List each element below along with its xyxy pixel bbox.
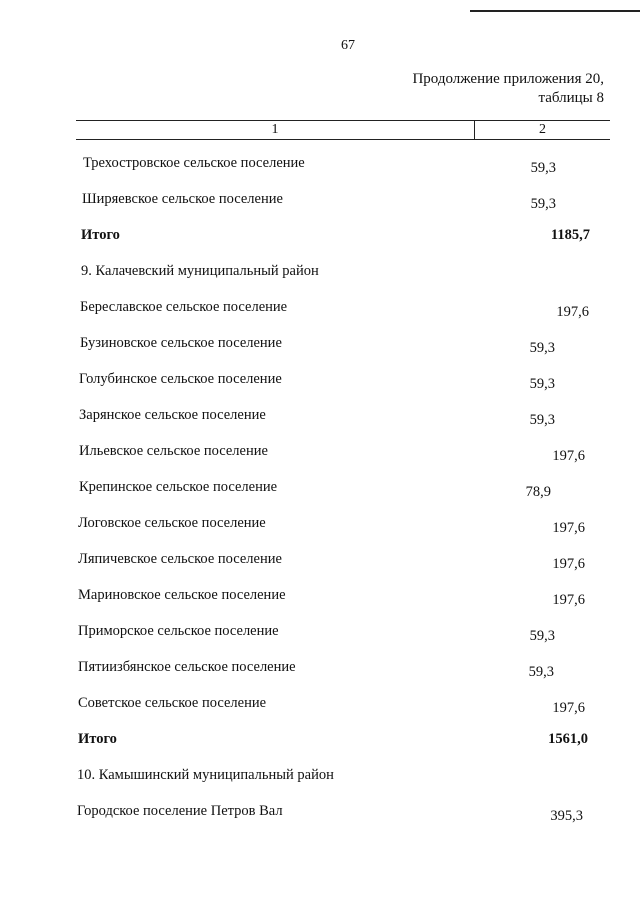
continuation-line-2: таблицы 8 xyxy=(538,90,604,106)
row-name: Береславское сельское поселение xyxy=(80,299,288,315)
row-value: 59,3 xyxy=(529,376,555,392)
row-value: 197,6 xyxy=(552,592,585,608)
table-row xyxy=(0,621,640,644)
row-name: Итого xyxy=(78,731,117,747)
row-name: Бузиновское сельское поселение xyxy=(80,335,282,351)
row-name: Ляпичевское сельское поселение xyxy=(78,551,282,567)
row-name: Советское сельское поселение xyxy=(78,695,267,711)
row-name: Голубинское сельское поселение xyxy=(79,371,282,387)
row-name: Ильевское сельское поселение xyxy=(79,443,268,459)
section-heading: 10. Камышинский муниципальный район xyxy=(77,767,334,783)
row-value: 59,3 xyxy=(528,664,554,680)
row-value: 395,3 xyxy=(550,808,583,824)
row-value: 78,9 xyxy=(525,484,551,500)
row-value: 59,3 xyxy=(530,160,556,176)
row-name: Приморское сельское поселение xyxy=(78,623,279,639)
table-row xyxy=(0,405,640,428)
row-value: 197,6 xyxy=(552,448,585,464)
row-value: 59,3 xyxy=(529,412,555,428)
row-value: 197,6 xyxy=(552,520,585,536)
table-row xyxy=(0,657,640,680)
table-row xyxy=(0,585,640,608)
table-row xyxy=(0,801,640,824)
row-name: Мариновское сельское поселение xyxy=(78,587,286,603)
row-value: 197,6 xyxy=(552,700,585,716)
table-row xyxy=(0,549,640,572)
header-column-2: 2 xyxy=(539,122,546,137)
table-row xyxy=(0,369,640,392)
row-value: 1185,7 xyxy=(550,227,590,243)
row-value: 197,6 xyxy=(552,556,585,572)
section-heading: 9. Калачевский муниципальный район xyxy=(81,263,319,279)
row-name: Логовское сельское поселение xyxy=(78,515,266,531)
table-row xyxy=(0,333,640,356)
row-name: Зарянское сельское поселение xyxy=(79,407,266,423)
row-value: 59,3 xyxy=(529,340,555,356)
row-value: 59,3 xyxy=(530,196,556,212)
row-name: Ширяевское сельское поселение xyxy=(82,191,283,207)
header-column-1: 1 xyxy=(271,122,279,137)
row-name: Городское поселение Петров Вал xyxy=(77,803,283,819)
total-row xyxy=(0,225,640,245)
table-row xyxy=(0,477,640,500)
table-row xyxy=(0,513,640,536)
continuation-line-1: Продолжение приложения 20, xyxy=(412,71,604,87)
section-heading-row xyxy=(0,261,640,281)
row-name: Итого xyxy=(81,227,120,243)
row-value: 1561,0 xyxy=(548,731,588,747)
row-name: Пятиизбянское сельское поселение xyxy=(78,659,296,675)
page-number: 67 xyxy=(341,38,355,53)
row-value: 59,3 xyxy=(529,628,555,644)
table-row xyxy=(0,297,640,320)
total-row xyxy=(0,729,640,749)
row-value: 197,6 xyxy=(556,304,589,320)
section-heading-row xyxy=(0,765,640,785)
table-row xyxy=(0,441,640,464)
row-name: Крепинское сельское поселение xyxy=(79,479,278,495)
row-name: Трехостровское сельское поселение xyxy=(83,155,305,171)
table-row xyxy=(0,153,640,176)
table-row xyxy=(0,693,640,716)
table-row xyxy=(0,189,640,212)
